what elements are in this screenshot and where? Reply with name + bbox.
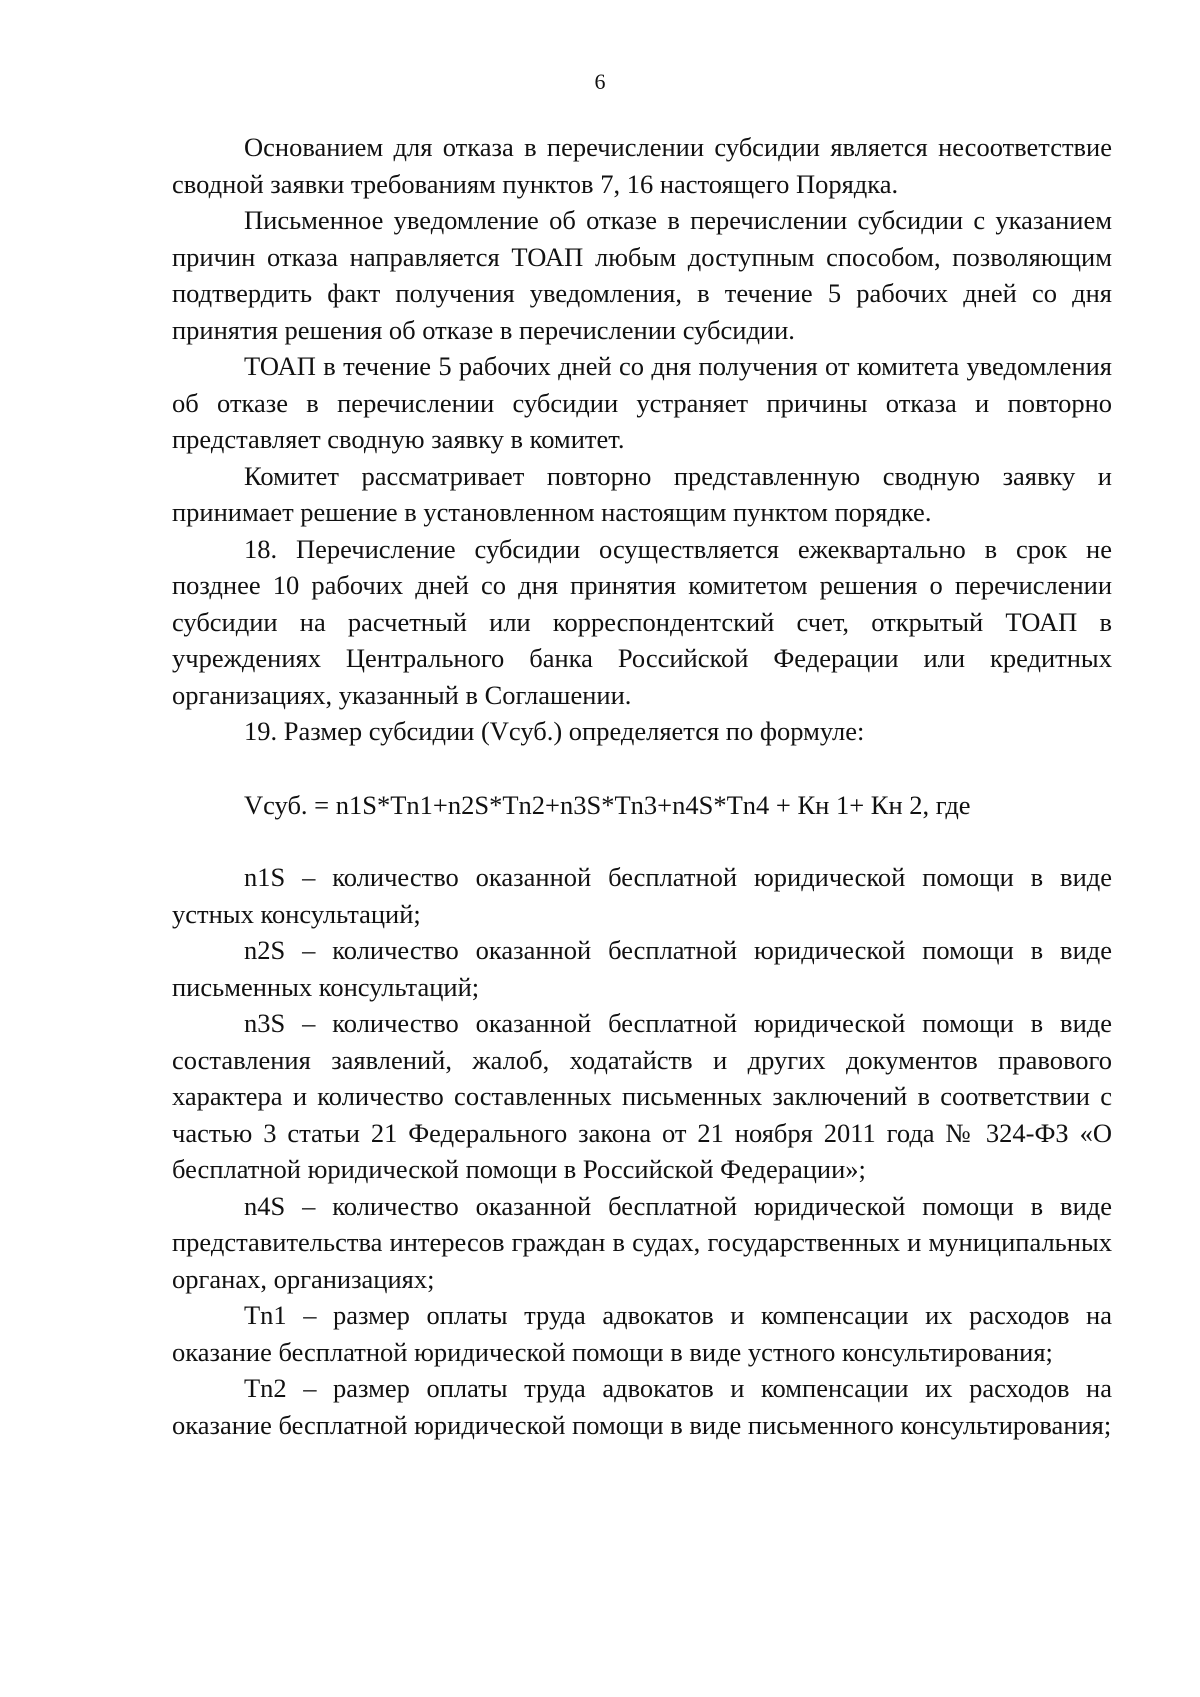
page-number: 6 (594, 69, 606, 94)
definition-n1s: n1S – количество оказанной бесплатной юридической помощи в виде устных консультаций; (172, 862, 1112, 929)
document-body (172, 129, 1112, 1443)
paragraph-item-19: 19. Размер субсидии (Vсуб.) определяется по формуле: (244, 716, 865, 746)
subsidy-formula: Vсуб. = n1S*Tn1+n2S*Tn2+n3S*Tn3+n4S*Tn4 + Кн 1+ Кн 2, где (244, 789, 971, 820)
paragraph-committee-review: Комитет рассматривает повторно представленную сводную заявку и принимает решение в установленном настоящим пунктом порядке. (172, 460, 1112, 527)
paragraph-item-18: 18. Перечисление субсидии осуществляется ежеквартально в срок не позднее 10 рабочих дней со дня принятия комитетом решения о перечислении субсидии на расчетный или корреспондентский счет, открытый ТОАП в учреждениях Центрального банка Российской Федерации или кредитных организациях, указанный в Соглашении. (172, 533, 1112, 710)
paragraph-toap-correction: ТОАП в течение 5 рабочих дней со дня получения от комитета уведомления об отказе в перечислении субсидии устраняет причины отказа и повторно представляет сводную заявку в комитет. (172, 351, 1112, 454)
definition-n4s: n4S – количество оказанной бесплатной юридической помощи в виде представительства интересов граждан в судах, государственных и муниципальных органах, организациях; (172, 1190, 1112, 1294)
paragraph-refusal-grounds: Основанием для отказа в перечислении субсидии является несоответствие сводной заявки требованиям пунктов 7, 16 настоящего Порядка. (172, 132, 1112, 199)
paragraph-written-notice: Письменное уведомление об отказе в перечислении субсидии с указанием причин отказа направляется ТОАП любым доступным способом, позволяющим подтвердить факт получения уведомления, в течение 5 рабочих дней со дня принятия решения об отказе в перечислении субсидии. (172, 205, 1112, 345)
definition-tn2: Tn2 – размер оплаты труда адвокатов и компенсации их расходов на оказание бесплатной юридической помощи в виде письменного консультирования; (172, 1373, 1112, 1440)
definition-n2s: n2S – количество оказанной бесплатной юридической помощи в виде письменных консультаций; (172, 935, 1112, 1002)
definition-tn1: Tn1 – размер оплаты труда адвокатов и компенсации их расходов на оказание бесплатной юридической помощи в виде устного консультирования; (172, 1300, 1112, 1367)
definition-n3s: n3S – количество оказанной бесплатной юридической помощи в виде составления заявлений, жалоб, ходатайств и других документов правового характера и количество составленных письменных заключений в соответствии с частью 3 статьи 21 Федерального закона от 21 ноября 2011 года № 324-ФЗ «О бесплатной юридической помощи в Российской Федерации»; (172, 1008, 1112, 1184)
